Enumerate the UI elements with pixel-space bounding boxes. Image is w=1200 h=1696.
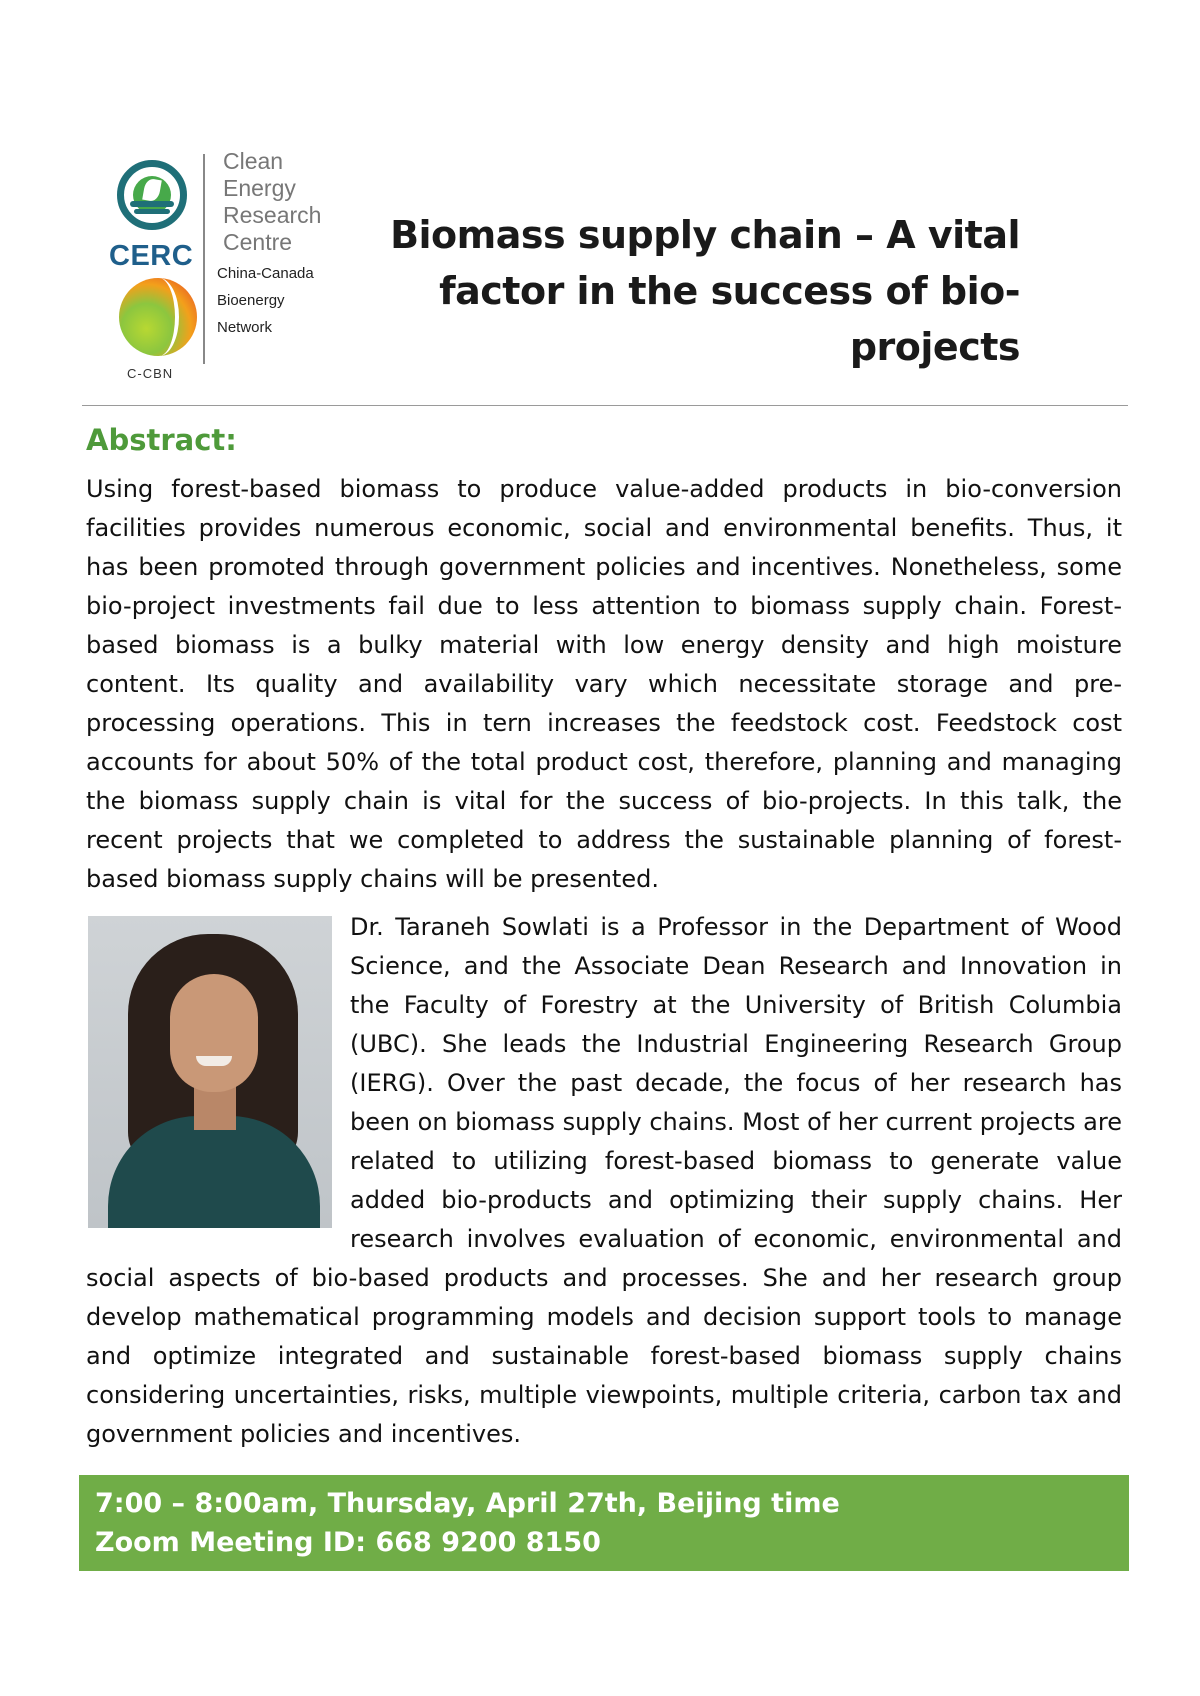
logo-divider — [203, 154, 205, 364]
abstract-heading: Abstract: — [86, 423, 237, 457]
event-info-bar — [79, 1475, 1129, 1571]
event-time: 7:00 – 8:00am, Thursday, April 27th, Beijing time — [95, 1488, 840, 1519]
ccbn-logo-swirl — [139, 278, 179, 356]
zoom-meeting-id: Zoom Meeting ID: 668 9200 8150 — [95, 1527, 601, 1558]
ccbn-full-name: China-Canada Bioenergy Network — [217, 265, 314, 336]
cerc-logo-icon — [117, 160, 187, 230]
title-line-2: factor in the success of bio-projects — [439, 269, 1020, 369]
title-line-1: Biomass supply chain – A vital — [390, 213, 1020, 257]
logo-block — [105, 148, 355, 388]
cerc-acronym: CERC — [109, 240, 194, 272]
header-divider — [82, 405, 1128, 406]
page-title — [380, 207, 1020, 375]
speaker-bio-text: Dr. Taraneh Sowlati is a Professor in the Department of Wood Science, and the Associate Dean Research and Innovation in the Faculty of Forestry at the University of British Columbia (UBC). She leads the Industrial Engineering Research Group (IERG). Over the past decade, the focus of her research has been on biomass supply chains. Most of her current projects are related to utilizing forest-based biomass to generate value added bio-products and optimizing their supply chains. Her research involves evaluation of economic, environmental and social aspects of bio-based products and processes. She and her research group develop mathematical programming models and decision support tools to manage and optimize integrated and sustainable forest-based biomass supply chains considering uncertainties, risks, multiple viewpoints, multiple criteria, carbon tax and government policies and incentives. — [86, 913, 1122, 1448]
ccbn-acronym: C-CBN — [127, 366, 174, 381]
abstract-text: Using forest-based biomass to produce value-added products in bio-conversion facilities provides numerous economic, social and environmental benefits. Thus, it has been promoted through government policies and incentives. Nonetheless, some bio-project investments fail due to less attention to biomass supply chain. Forest-based biomass is a bulky material with low energy density and high moisture content. Its quality and availability vary which necessitate storage and pre-processing operations. This in tern increases the feedstock cost. Feedstock cost accounts for about 50% of the total product cost, therefore, planning and managing the biomass supply chain is vital for the success of bio-projects. In this talk, the recent projects that we completed to address the sustainable planning of forest-based biomass supply chains will be presented. — [86, 475, 1122, 893]
speaker-photo — [88, 916, 332, 1228]
cerc-full-name: Clean Energy Research Centre — [223, 148, 322, 255]
speaker-bio — [86, 908, 1122, 1454]
